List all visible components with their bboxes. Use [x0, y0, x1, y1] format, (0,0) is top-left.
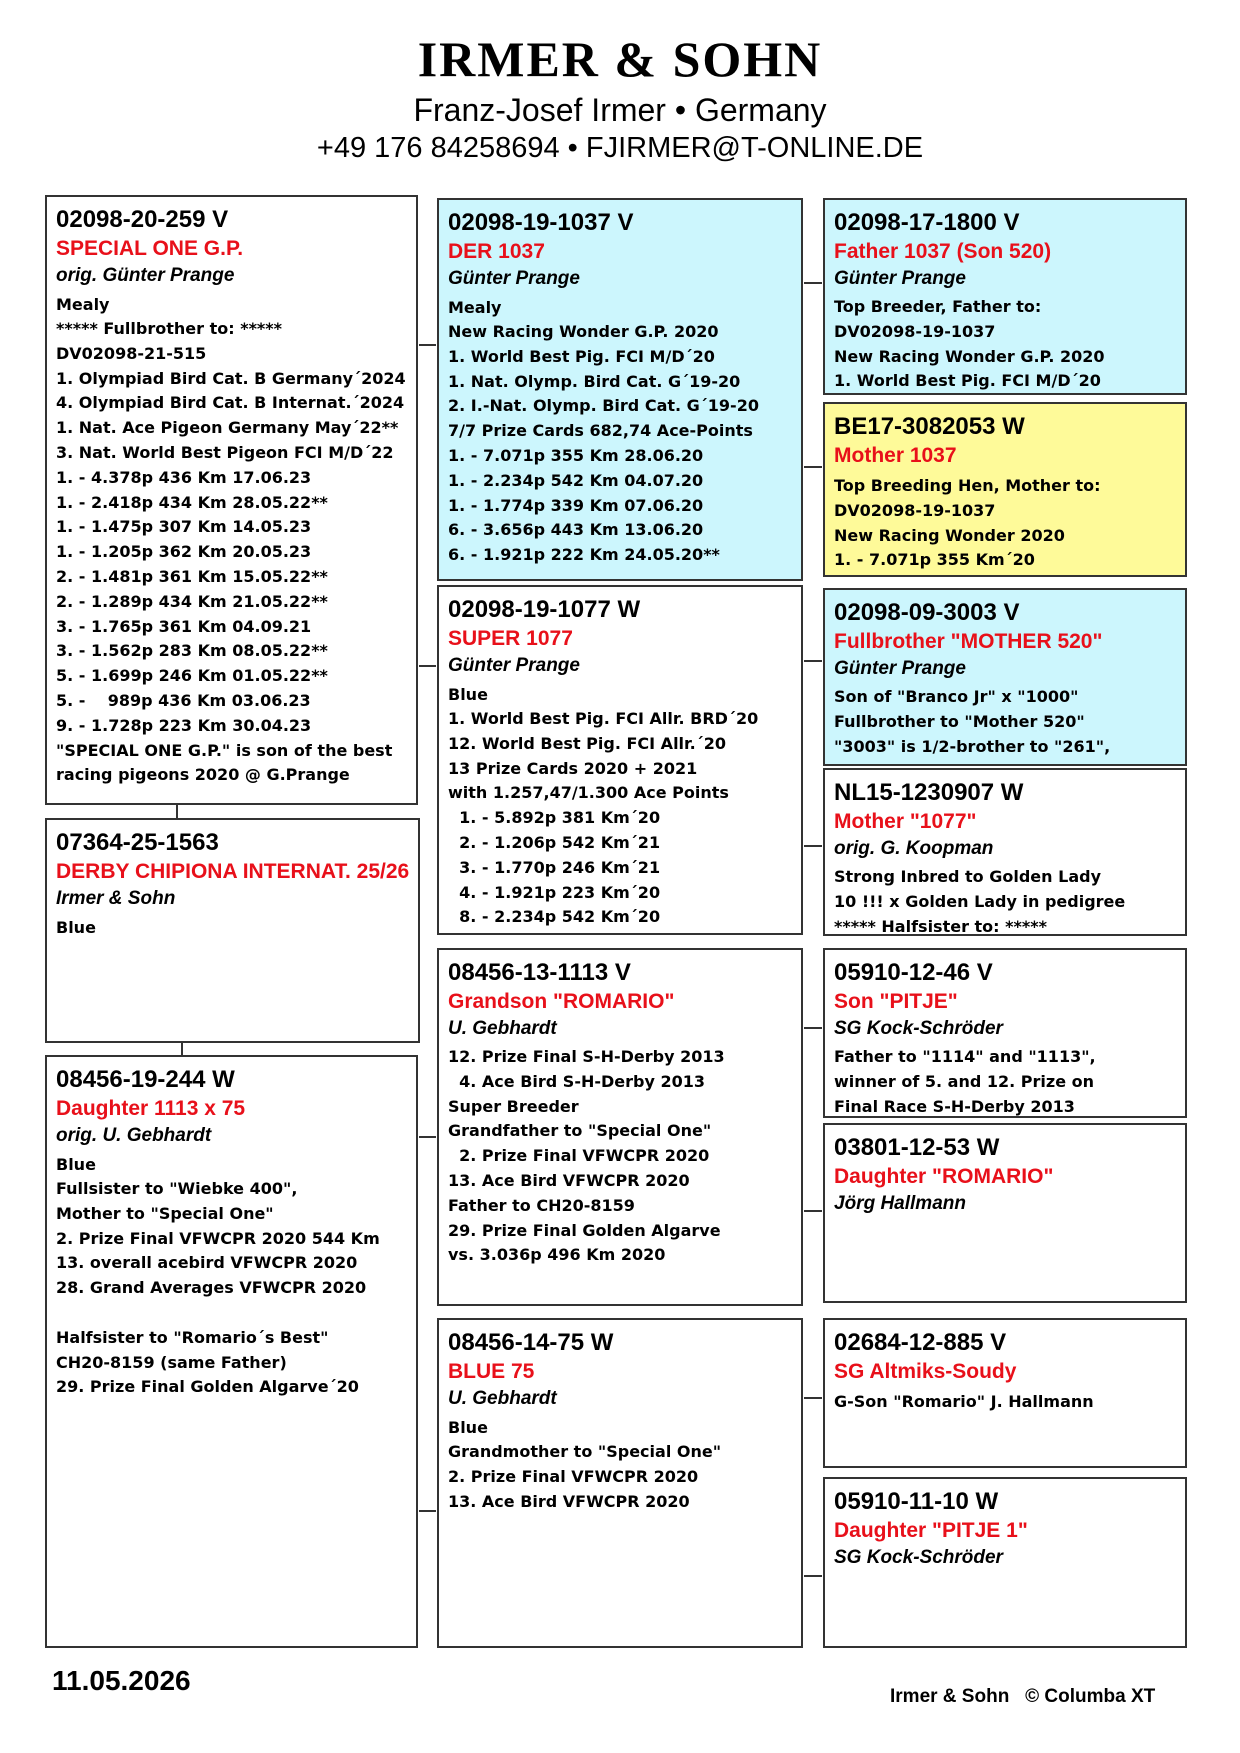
pedigree-connector [804, 1210, 822, 1212]
performance-details: Strong Inbred to Golden Lady 10 !!! x Golden Lady in pedigree ***** Halfsister to: ***** [834, 867, 1126, 936]
breeder-name: Irmer & Sohn [56, 888, 176, 909]
breeder-name: Günter Prange [448, 655, 580, 676]
pedigree-connector [804, 466, 822, 468]
great-grandparent-card [823, 1123, 1187, 1303]
footer-owner: Irmer & Sohn [890, 1686, 1010, 1707]
ring-number: 05910-12-46 V [834, 959, 993, 986]
breeder-name: Jörg Hallmann [834, 1193, 966, 1214]
pigeon-color: Mealy [448, 298, 502, 317]
pedigree-connector [181, 1043, 183, 1055]
ring-number: NL15-1230907 W [834, 779, 1024, 806]
performance-details: Top Breeding Hen, Mother to: DV02098-19-1037 New Racing Wonder 2020 1. - 7.071p 355 Km´20 [834, 476, 1101, 570]
sire-card [437, 198, 803, 581]
print-date: 11.05.2026 [52, 1665, 191, 1696]
footer-software: © Columba XT [1025, 1686, 1156, 1707]
footer-credit [890, 1686, 1155, 1708]
performance-details: Father to "1114" and "1113", winner of 5. and 12. Prize on Final Race S-H-Derby 2013 [834, 1047, 1096, 1116]
breeder-name: SG Kock-Schröder [834, 1547, 1003, 1568]
ring-number: 02098-19-1037 V [448, 209, 634, 236]
performance-details: ***** Fullbrother to: ***** DV02098-21-515 1. Olympiad Bird Cat. B Germany´2024 4. Olympiad Bird Cat. B Internat.´2024 1. Nat. Ace Pigeon Germany May´22** 3. Nat. World Best Pigeon FCI M/D´22 1. - 4.378p 436 Km 17.06.23 1. - 2.418p 434 Km 28.05.22** 1. - 1.475p 307 Km 14.05.23 1. - 1.205p 362 Km 20.05.23 2. - 1.481p 361 Km 15.05.22** 2. - 1.289p 434 Km 21.05.22** 3. - 1.765p 361 Km 04.09.21 3. - 1.562p 283 Km 08.05.22** 5. - 1.699p 246 Km 01.05.22** 5. - 989p 436 Km 03.06.23 9. - 1.728p 223 Km 30.04.23 "SPECIAL ONE G.P." is son of the best racing pigeons 2020 @ G.Prange [56, 319, 406, 785]
pigeon-color: Mealy [56, 295, 110, 314]
great-grandparent-card [823, 1477, 1187, 1648]
ring-number: 03801-12-53 W [834, 1134, 1000, 1161]
great-grandparent-card [823, 1318, 1187, 1468]
breeder-name: Günter Prange [448, 268, 580, 289]
sibling-card [45, 818, 420, 1043]
performance-details: Top Breeder, Father to: DV02098-19-1037 New Racing Wonder G.P. 2020 1. World Best Pig. FCI M/D´20 [834, 297, 1105, 391]
performance-details: G-Son "Romario" J. Hallmann [834, 1392, 1094, 1411]
pigeon-name: Son "PITJE" [834, 990, 958, 1013]
pigeon-name: DER 1037 [448, 240, 545, 263]
pedigree-connector [804, 1575, 822, 1577]
pigeon-name: SUPER 1077 [448, 627, 573, 650]
pedigree-connector [804, 282, 822, 284]
pedigree-connector [419, 665, 436, 667]
pigeon-name: Grandson "ROMARIO" [448, 990, 675, 1013]
great-grandparent-card [823, 588, 1187, 766]
pigeon-name: Mother 1037 [834, 444, 957, 467]
pedigree-connector [419, 1510, 436, 1512]
pigeon-name: Daughter "ROMARIO" [834, 1165, 1054, 1188]
dam-dam-card [437, 1318, 803, 1648]
performance-details: Son of "Branco Jr" x "1000" Fullbrother to "Mother 520" "3003" is 1/2-brother to "261", [834, 687, 1111, 756]
ring-number: 08456-19-244 W [56, 1066, 235, 1093]
dam-sire-card [437, 948, 803, 1306]
pigeon-name: SPECIAL ONE G.P. [56, 237, 244, 260]
pedigree-connector [804, 845, 822, 847]
owner-subtitle: Franz-Josef Irmer • Germany [413, 92, 827, 128]
performance-details: Grandmother to "Special One" 2. Prize Final VFWCPR 2020 13. Ace Bird VFWCPR 2020 [448, 1442, 722, 1511]
great-grandparent-card [823, 402, 1187, 577]
great-grandparent-card [823, 948, 1187, 1118]
ring-number: 08456-14-75 W [448, 1329, 614, 1356]
ring-number: 08456-13-1113 V [448, 959, 631, 986]
ring-number: 07364-25-1563 [56, 829, 219, 856]
subject-card [45, 195, 418, 805]
pigeon-color: Blue [448, 685, 488, 704]
pedigree-connector [419, 1136, 436, 1138]
breeder-name: U. Gebhardt [448, 1388, 557, 1409]
performance-details: 1. World Best Pig. FCI Allr. BRD´20 12. World Best Pig. FCI Allr.´20 13 Prize Cards 2020 + 2021 with 1.257,47/1.300 Ace Points 1. - 5.892p 381 Km´20 2. - 1.206p 542 Km´21 3. - 1.770p 246 Km´21 4. - 1.921p 223 Km´20 8. - 2.234p 542 Km´20 [448, 709, 759, 927]
pigeon-name: Daughter "PITJE 1" [834, 1519, 1028, 1542]
pedigree-connector [176, 805, 178, 818]
breeder-name: Günter Prange [834, 658, 966, 679]
performance-details: Fullsister to "Wiebke 400", Mother to "Special One" 2. Prize Final VFWCPR 2020 544 Km 13. overall acebird VFWCPR 2020 28. Grand Averages VFWCPR 2020 Halfsister to "Romario´s Best" CH20-8159 (same Father) 29. Prize Final Golden Algarve´20 [56, 1179, 380, 1397]
performance-details: New Racing Wonder G.P. 2020 1. World Best Pig. FCI M/D´20 1. Nat. Olymp. Bird Cat. G´19-20 2. I.-Nat. Olymp. Bird Cat. G´19-20 7/7 Prize Cards 682,74 Ace-Points 1. - 7.071p 355 Km 28.06.20 1. - 2.234p 542 Km 04.07.20 1. - 1.774p 339 Km 07.06.20 6. - 3.656p 443 Km 13.06.20 6. - 1.921p 222 Km 24.05.20** [448, 322, 759, 565]
breeder-name: orig. G. Koopman [834, 838, 994, 859]
breeder-name: U. Gebhardt [448, 1018, 557, 1039]
ring-number: 02684-12-885 V [834, 1329, 1007, 1356]
contact-line: +49 176 84258694 • FJIRMER@T-ONLINE.DE [316, 132, 924, 164]
dam-card [45, 1055, 418, 1648]
pigeon-name: DERBY CHIPIONA INTERNAT. 25/26 [56, 860, 410, 883]
pigeon-name: Fullbrother "MOTHER 520" [834, 630, 1103, 653]
pedigree-connector [804, 660, 822, 662]
pedigree-connector [419, 344, 436, 346]
pigeon-color: Blue [56, 1155, 96, 1174]
pigeon-name: Daughter 1113 x 75 [56, 1097, 246, 1120]
performance-details: 12. Prize Final S-H-Derby 2013 4. Ace Bird S-H-Derby 2013 Super Breeder Grandfather to "Special One" 2. Prize Final VFWCPR 2020 13. Ace Bird VFWCPR 2020 Father to CH20-8159 29. Prize Final Golden Algarve vs. 3.036p 496 Km 2020 [448, 1047, 725, 1265]
ring-number: 02098-19-1077 W [448, 596, 641, 623]
pigeon-name: SG Altmiks-Soudy [834, 1360, 1017, 1383]
ring-number: 02098-20-259 V [56, 206, 229, 233]
great-grandparent-card [823, 768, 1187, 936]
ring-number: BE17-3082053 W [834, 413, 1025, 440]
great-grandparent-card [823, 198, 1187, 395]
ring-number: 02098-09-3003 V [834, 599, 1020, 626]
breeder-name: orig. Günter Prange [56, 265, 235, 286]
breeder-name: orig. U. Gebhardt [56, 1125, 212, 1146]
pigeon-name: BLUE 75 [448, 1360, 535, 1383]
ring-number: 05910-11-10 W [834, 1488, 999, 1515]
pigeon-color: Blue [448, 1418, 488, 1437]
page-title: IRMER & SOHN [417, 31, 823, 87]
pigeon-color: Blue [56, 918, 96, 937]
pedigree-connector [804, 1397, 822, 1399]
pedigree-connector [804, 1027, 822, 1029]
sire-dam-card [437, 585, 803, 935]
ring-number: 02098-17-1800 V [834, 209, 1020, 236]
breeder-name: Günter Prange [834, 268, 966, 289]
pigeon-name: Mother "1077" [834, 810, 977, 833]
pigeon-name: Father 1037 (Son 520) [834, 240, 1052, 263]
breeder-name: SG Kock-Schröder [834, 1018, 1003, 1039]
